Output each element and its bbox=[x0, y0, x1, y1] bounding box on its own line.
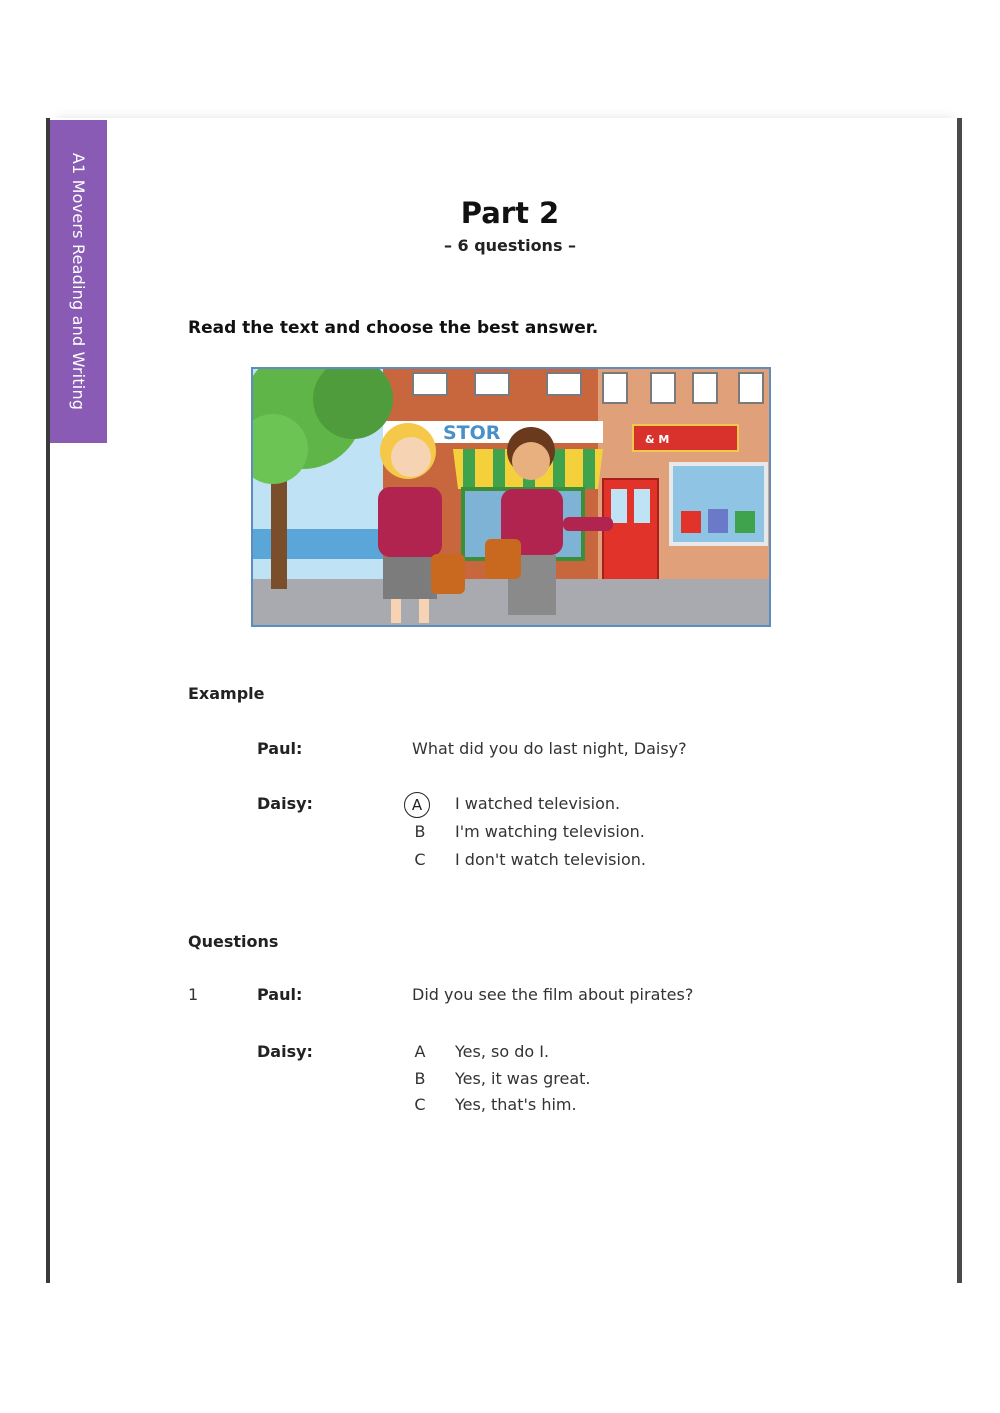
example-option-b-letter[interactable]: B bbox=[414, 822, 426, 841]
question-1-option-a-letter[interactable]: A bbox=[414, 1042, 426, 1061]
example-heading: Example bbox=[188, 684, 265, 703]
question-1-option-c-text[interactable]: Yes, that's him. bbox=[455, 1095, 577, 1114]
street-illustration bbox=[251, 367, 771, 627]
example-selected-answer[interactable] bbox=[404, 792, 430, 818]
example-prompt-speaker: Paul: bbox=[257, 739, 303, 758]
example-selected-letter: A bbox=[411, 796, 423, 814]
example-option-c-letter[interactable]: C bbox=[414, 850, 426, 869]
example-option-b-text[interactable]: I'm watching television. bbox=[455, 822, 645, 841]
side-tab-label: A1 Movers Reading and Writing bbox=[69, 152, 88, 411]
question-1-option-b-letter[interactable]: B bbox=[414, 1069, 426, 1088]
instruction-text: Read the text and choose the best answer. bbox=[188, 318, 599, 338]
question-1-option-a-text[interactable]: Yes, so do I. bbox=[455, 1042, 550, 1061]
question-1-reply-speaker: Daisy: bbox=[257, 1042, 313, 1061]
question-number: 1 bbox=[188, 985, 199, 1004]
page-subtitle: – 6 questions – bbox=[443, 236, 577, 255]
example-option-a-text[interactable]: I watched television. bbox=[455, 794, 621, 813]
question-1-option-c-letter[interactable]: C bbox=[414, 1095, 426, 1114]
side-tab bbox=[50, 120, 107, 443]
right-page-border bbox=[957, 118, 962, 1283]
example-reply-speaker: Daisy: bbox=[257, 794, 313, 813]
store-sign-text: STOR bbox=[443, 422, 501, 444]
example-prompt-text: What did you do last night, Daisy? bbox=[412, 739, 687, 758]
example-option-c-text[interactable]: I don't watch television. bbox=[455, 850, 646, 869]
question-1-prompt-text: Did you see the film about pirates? bbox=[412, 985, 694, 1004]
question-1-option-b-text[interactable]: Yes, it was great. bbox=[455, 1069, 591, 1088]
questions-heading: Questions bbox=[188, 932, 279, 951]
page-title: Part 2 bbox=[460, 196, 560, 230]
shop-sign-text: & M bbox=[645, 433, 670, 446]
question-1-prompt-speaker: Paul: bbox=[257, 985, 303, 1004]
